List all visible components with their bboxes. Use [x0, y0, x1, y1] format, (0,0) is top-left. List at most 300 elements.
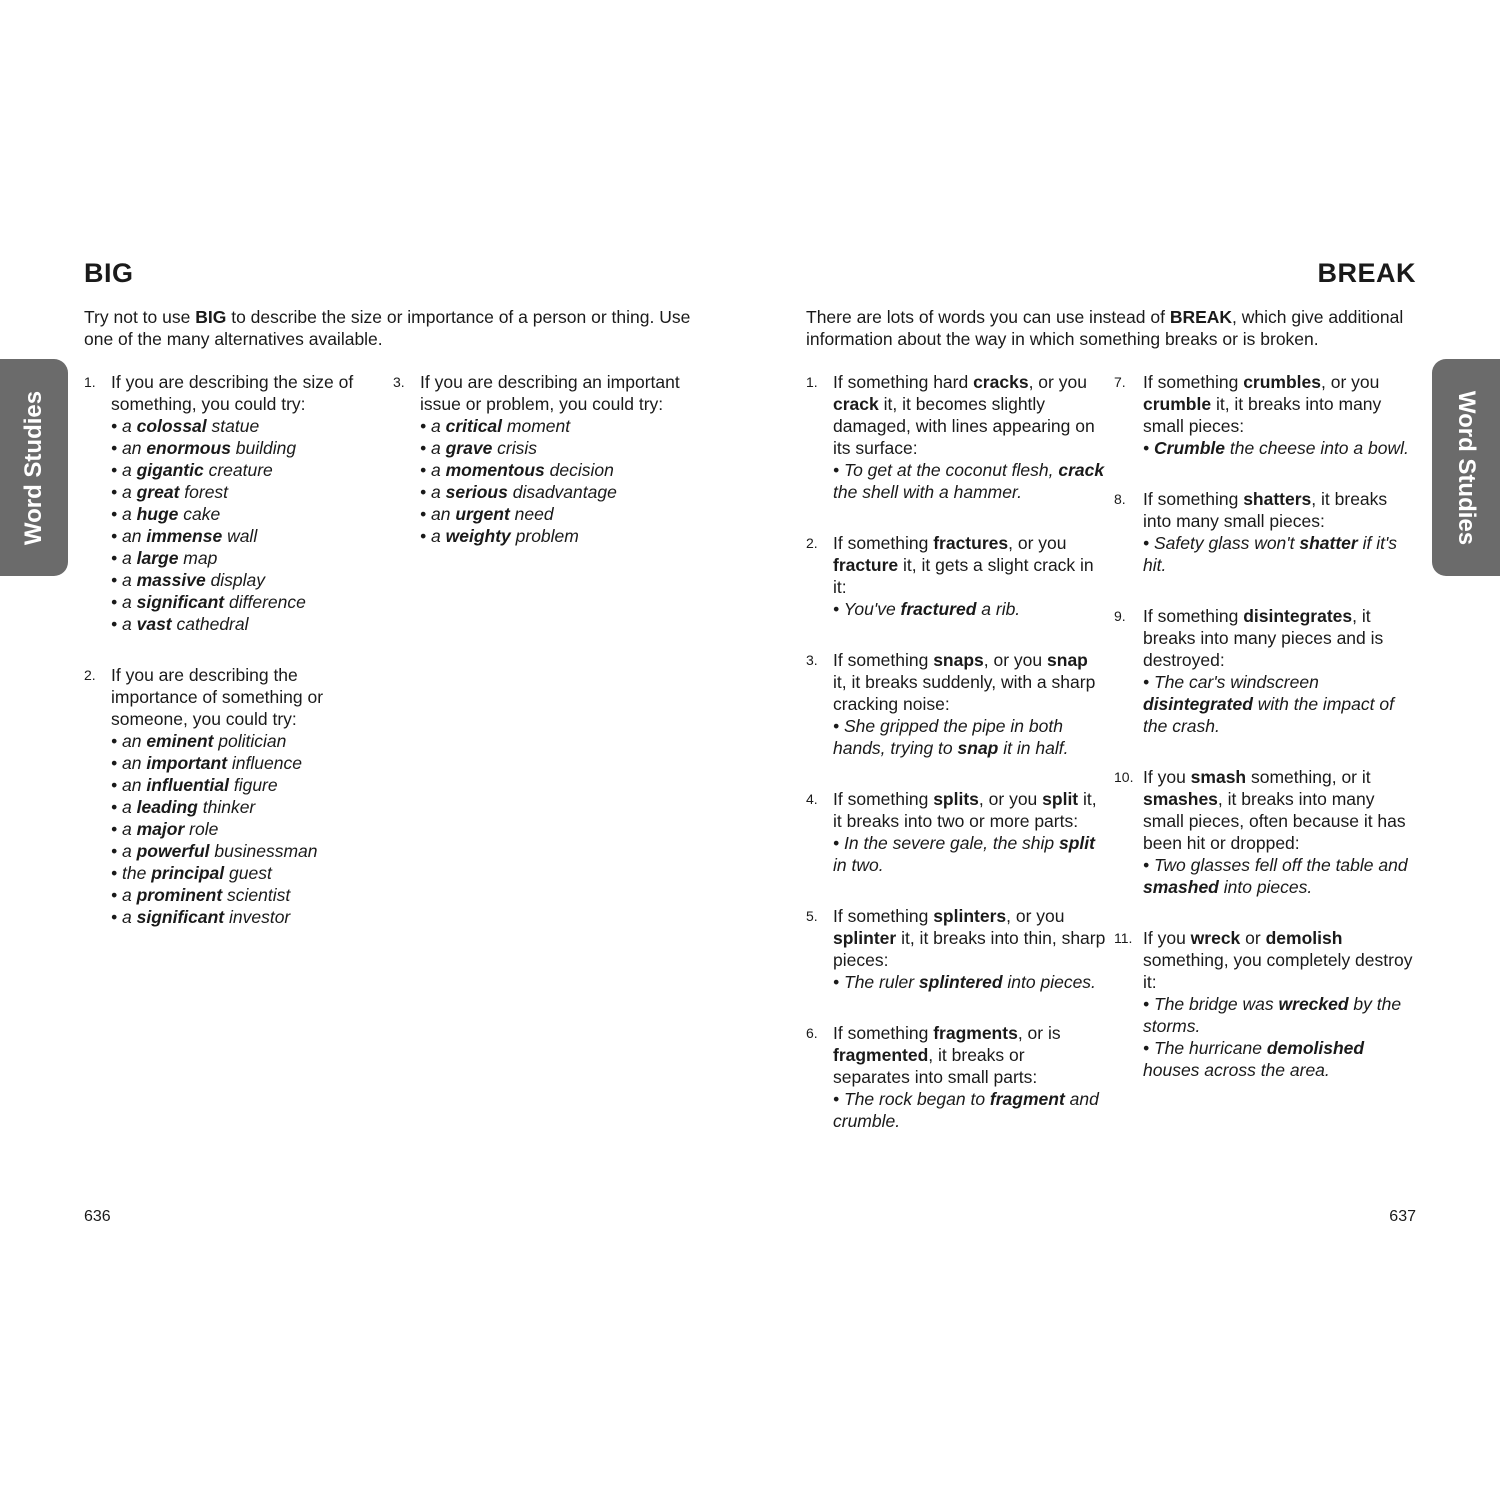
- example-text: wall: [222, 526, 258, 546]
- item-body: [420, 371, 703, 547]
- example-text: display: [205, 570, 266, 590]
- keyword: fragment: [989, 1089, 1065, 1109]
- column: [806, 371, 1106, 1161]
- example-text: Safety glass won't: [1154, 533, 1300, 553]
- bullet: •: [833, 716, 844, 736]
- keyword: grave: [445, 438, 493, 458]
- example-text: a: [431, 526, 446, 546]
- example-phrase: [111, 437, 364, 459]
- example-sentence: [833, 459, 1106, 503]
- example-text: an: [431, 504, 456, 524]
- item-definition: [833, 905, 1106, 971]
- example-phrase: [111, 840, 364, 862]
- definition-text: it, it gets a slight crack in it:: [833, 555, 1094, 597]
- example-sentence: [1143, 671, 1414, 737]
- section-tab-right: [1432, 359, 1500, 576]
- example-sentence: [1143, 993, 1414, 1037]
- bullet: •: [420, 504, 431, 524]
- definition-text: , it breaks into many small pieces:: [1143, 489, 1388, 531]
- bullet: •: [1143, 994, 1154, 1014]
- example-text: cathedral: [171, 614, 249, 634]
- example-text: an: [122, 526, 147, 546]
- keyword: demolish: [1265, 928, 1343, 948]
- keyword: serious: [445, 482, 508, 502]
- keyword: crumbles: [1243, 372, 1322, 392]
- bullet: •: [1143, 855, 1154, 875]
- keyword: enormous: [146, 438, 231, 458]
- bullet: •: [1143, 1038, 1154, 1058]
- item-text: If you are describing an important issue or problem, you could try:: [420, 372, 680, 414]
- item-definition: [1143, 927, 1414, 993]
- example-phrase: [111, 415, 364, 437]
- definition-text: If you: [1143, 928, 1191, 948]
- definition-text: , or you: [1008, 533, 1067, 553]
- keyword: great: [136, 482, 180, 502]
- definition-text: If something: [1143, 372, 1244, 392]
- item-definition: [1143, 488, 1414, 532]
- page-number: 636: [84, 1208, 111, 1225]
- example-phrase: [420, 525, 703, 547]
- example-text: a: [122, 819, 137, 839]
- keyword: influential: [146, 775, 229, 795]
- definition-text: something, or it: [1246, 767, 1371, 787]
- keyword: principal: [151, 863, 225, 883]
- example-sentence: [833, 971, 1106, 993]
- bullet: •: [111, 416, 122, 436]
- keyword: immense: [146, 526, 223, 546]
- list-item: [806, 649, 1106, 759]
- definition-text: If something: [1143, 489, 1244, 509]
- keyword: shatters: [1243, 489, 1312, 509]
- example-phrase: [420, 481, 703, 503]
- definition-text: , or you: [1321, 372, 1380, 392]
- keyword: split: [1042, 789, 1079, 809]
- example-text: The bridge was: [1154, 994, 1279, 1014]
- example-text: a: [122, 797, 137, 817]
- example-text: a: [431, 482, 446, 502]
- item-definition: [833, 371, 1106, 459]
- item-body: [833, 371, 1106, 503]
- example-phrase: [111, 862, 364, 884]
- list-item: [806, 788, 1106, 876]
- bullet: •: [111, 614, 122, 634]
- example-sentence: [833, 598, 1106, 620]
- example-phrase: [420, 503, 703, 525]
- example-text: a: [122, 548, 137, 568]
- item-definition: [833, 1022, 1106, 1088]
- example-text: politician: [213, 731, 287, 751]
- bullet: •: [833, 599, 844, 619]
- item-body: [833, 788, 1106, 876]
- example-text: In the severe gale, the ship: [844, 833, 1059, 853]
- section-tab-left: [0, 359, 68, 576]
- item-body: [833, 532, 1106, 620]
- bullet: •: [833, 972, 844, 992]
- example-text: thinker: [197, 797, 256, 817]
- keyword: large: [136, 548, 179, 568]
- entry-heading: BIG: [84, 258, 134, 288]
- definition-text: , or you: [978, 789, 1043, 809]
- item-number: 6.: [806, 1025, 818, 1041]
- bullet: •: [111, 438, 122, 458]
- keyword: splintered: [918, 972, 1003, 992]
- example-text: the: [122, 863, 152, 883]
- item-number: 2.: [806, 535, 818, 551]
- example-phrase: [111, 481, 364, 503]
- item-body: [1143, 766, 1414, 898]
- keyword: smashed: [1143, 877, 1219, 897]
- definition-text: , or is: [1017, 1023, 1061, 1043]
- list-item: [806, 1022, 1106, 1132]
- example-text: building: [230, 438, 297, 458]
- bullet: •: [833, 460, 844, 480]
- keyword: powerful: [136, 841, 210, 861]
- definition-text: something, you completely destroy it:: [1143, 950, 1413, 992]
- item-number: 8.: [1114, 491, 1126, 507]
- bullet: •: [111, 526, 122, 546]
- definition-text: it, it becomes slightly damaged, with lines appearing on its surface:: [833, 394, 1095, 458]
- definition-text: , it breaks into many small pieces, often because it has been hit or dropped:: [1143, 789, 1406, 853]
- item-number: 1.: [84, 374, 96, 390]
- example-text: an: [122, 731, 147, 751]
- example-text: with the impact of the crash.: [1143, 694, 1394, 736]
- bullet: •: [111, 907, 122, 927]
- example-text: map: [178, 548, 218, 568]
- example-text: the shell with a hammer.: [833, 482, 1023, 502]
- example-phrase: [111, 503, 364, 525]
- keyword: momentous: [445, 460, 545, 480]
- example-text: the cheese into a bowl.: [1224, 438, 1409, 458]
- keyword: colossal: [136, 416, 207, 436]
- example-phrase: [111, 730, 364, 752]
- example-sentence: [1143, 854, 1414, 898]
- bullet: •: [420, 416, 431, 436]
- example-text: creature: [203, 460, 273, 480]
- bullet: •: [111, 482, 122, 502]
- definition-text: or: [1240, 928, 1266, 948]
- keyword: important: [146, 753, 228, 773]
- example-sentence: [833, 832, 1106, 876]
- bullet: •: [420, 526, 431, 546]
- keyword: significant: [136, 907, 225, 927]
- example-text: a: [122, 592, 137, 612]
- definition-text: , it breaks into many pieces and is destroyed:: [1143, 606, 1384, 670]
- item-definition: [1143, 605, 1414, 671]
- example-text: a: [431, 416, 446, 436]
- list-item: [806, 905, 1106, 993]
- example-text: forest: [179, 482, 229, 502]
- example-phrase: [111, 774, 364, 796]
- keyword: crack: [1058, 460, 1105, 480]
- example-text: an: [122, 438, 147, 458]
- list-item: [806, 532, 1106, 620]
- definition-text: , or you: [983, 650, 1048, 670]
- item-number: 3.: [393, 374, 405, 390]
- definition-text: If something: [1143, 606, 1244, 626]
- bullet: •: [111, 548, 122, 568]
- example-text: a: [122, 614, 137, 634]
- example-text: a: [122, 482, 137, 502]
- list-item: [84, 664, 364, 928]
- keyword: fragments: [933, 1023, 1018, 1043]
- definition-text: If you: [1143, 767, 1191, 787]
- entry-intro: There are lots of words you can use instead of BREAK, which give additional information about the way in which something breaks or is broken.: [806, 307, 1404, 349]
- keyword: crumble: [1143, 394, 1212, 414]
- example-phrase: [111, 547, 364, 569]
- bullet: •: [420, 482, 431, 502]
- bullet: •: [1143, 672, 1154, 692]
- example-phrase: [111, 569, 364, 591]
- example-text: a rib.: [976, 599, 1021, 619]
- example-text: The car's windscreen: [1154, 672, 1319, 692]
- example-sentence: [833, 1088, 1106, 1132]
- bullet: •: [420, 460, 431, 480]
- entry-heading: BREAK: [1317, 258, 1416, 288]
- example-sentence: [1143, 532, 1414, 576]
- example-text: The ruler: [844, 972, 919, 992]
- list-item: [1114, 766, 1414, 898]
- keyword: cracks: [973, 372, 1029, 392]
- list-item: [806, 371, 1106, 503]
- example-text: a: [122, 841, 137, 861]
- keyword: gigantic: [136, 460, 204, 480]
- definition-text: If something: [833, 650, 934, 670]
- keyword: disintegrates: [1243, 606, 1353, 626]
- example-text: The rock began to: [844, 1089, 990, 1109]
- keyword: massive: [136, 570, 206, 590]
- example-sentence: [1143, 437, 1414, 459]
- list-item: [1114, 488, 1414, 576]
- example-sentence: [833, 715, 1106, 759]
- definition-text: it, it breaks into two or more parts:: [833, 789, 1097, 831]
- example-text: an: [122, 775, 147, 795]
- definition-text: it, it breaks into thin, sharp pieces:: [833, 928, 1106, 970]
- list-item: [1114, 605, 1414, 737]
- keyword: split: [1059, 833, 1095, 853]
- bullet: •: [111, 841, 122, 861]
- example-text: need: [509, 504, 554, 524]
- bullet: •: [111, 885, 122, 905]
- example-text: houses across the area.: [1143, 1060, 1330, 1080]
- keyword: snaps: [933, 650, 984, 670]
- bullet: •: [111, 819, 122, 839]
- example-text: into pieces.: [1218, 877, 1313, 897]
- bullet: •: [111, 592, 122, 612]
- example-text: guest: [224, 863, 272, 883]
- example-text: Two glasses fell off the table and: [1154, 855, 1408, 875]
- example-text: a: [122, 504, 137, 524]
- example-text: and crumble.: [833, 1089, 1099, 1131]
- example-text: a: [122, 460, 137, 480]
- definition-text: , it breaks or separates into small parts:: [833, 1045, 1038, 1087]
- item-number: 3.: [806, 652, 818, 668]
- entry-intro: Try not to use BIG to describe the size or importance of a person or thing. Use one of the many alternatives available.: [84, 307, 691, 349]
- bullet: •: [833, 1089, 844, 1109]
- bullet: •: [111, 570, 122, 590]
- keyword: disintegrated: [1143, 694, 1253, 714]
- example-text: a: [122, 570, 137, 590]
- bullet: •: [420, 438, 431, 458]
- example-text: into pieces.: [1002, 972, 1096, 992]
- example-text: problem: [510, 526, 579, 546]
- example-phrase: [111, 818, 364, 840]
- list-item: [1114, 927, 1414, 1081]
- item-body: [833, 905, 1106, 993]
- example-text: a: [431, 438, 446, 458]
- keyword: major: [136, 819, 185, 839]
- keyword: huge: [136, 504, 179, 524]
- item-text: If you are describing the importance of something or someone, you could try:: [111, 665, 324, 729]
- example-text: She gripped the pipe in both hands, trying to: [833, 716, 1063, 758]
- example-text: influence: [227, 753, 302, 773]
- example-text: The hurricane: [1154, 1038, 1267, 1058]
- keyword: shatter: [1299, 533, 1358, 553]
- example-text: a: [431, 460, 446, 480]
- example-text: disadvantage: [507, 482, 617, 502]
- item-number: 11.: [1114, 930, 1133, 946]
- keyword: significant: [136, 592, 225, 612]
- keyword: fractured: [900, 599, 977, 619]
- keyword: critical: [445, 416, 503, 436]
- item-body: [111, 664, 364, 928]
- example-text: by the storms.: [1143, 994, 1402, 1036]
- keyword: fracture: [833, 555, 899, 575]
- example-phrase: [111, 884, 364, 906]
- example-phrase: [111, 906, 364, 928]
- section-tab-label: Word Studies: [1453, 390, 1480, 545]
- example-text: in two.: [833, 855, 884, 875]
- keyword: snap: [1047, 650, 1088, 670]
- example-text: a: [122, 885, 137, 905]
- keyword: smash: [1190, 767, 1247, 787]
- list-item: [393, 371, 703, 547]
- definition-text: If something: [833, 1023, 934, 1043]
- example-text: if it's hit.: [1143, 533, 1398, 575]
- example-text: cake: [178, 504, 221, 524]
- example-phrase: [420, 437, 703, 459]
- bullet: •: [1143, 438, 1154, 458]
- keyword: splits: [933, 789, 979, 809]
- example-text: moment: [502, 416, 571, 436]
- keyword: fragmented: [833, 1045, 929, 1065]
- keyword: smashes: [1143, 789, 1218, 809]
- keyword: demolished: [1266, 1038, 1365, 1058]
- bullet: •: [111, 504, 122, 524]
- section-tab-label: Word Studies: [20, 390, 47, 545]
- keyword: splinter: [833, 928, 897, 948]
- example-phrase: [111, 796, 364, 818]
- example-text: statue: [206, 416, 260, 436]
- bullet: •: [111, 460, 122, 480]
- keyword: crack: [833, 394, 879, 414]
- example-text: an: [122, 753, 147, 773]
- item-number: 4.: [806, 791, 818, 807]
- item-definition: [1143, 371, 1414, 437]
- example-text: scientist: [222, 885, 291, 905]
- item-body: [1143, 927, 1414, 1081]
- item-definition: [1143, 766, 1414, 854]
- keyword: urgent: [455, 504, 510, 524]
- keyword: wreck: [1190, 928, 1241, 948]
- item-number: 7.: [1114, 374, 1126, 390]
- column: [84, 371, 364, 957]
- definition-text: it, it breaks into many small pieces:: [1143, 394, 1382, 436]
- example-phrase: [420, 415, 703, 437]
- example-text: figure: [228, 775, 278, 795]
- item-number: 5.: [806, 908, 818, 924]
- item-body: [1143, 488, 1414, 576]
- example-text: You've: [843, 599, 901, 619]
- item-number: 9.: [1114, 608, 1126, 624]
- keyword: leading: [136, 797, 198, 817]
- definition-text: If something hard: [833, 372, 974, 392]
- list-item: [1114, 371, 1414, 459]
- keyword: eminent: [146, 731, 214, 751]
- example-text: difference: [224, 592, 306, 612]
- example-text: To get at the coconut flesh,: [844, 460, 1059, 480]
- example-text: it in half.: [998, 738, 1069, 758]
- keyword: fractures: [933, 533, 1009, 553]
- item-number: 1.: [806, 374, 818, 390]
- column: [393, 371, 703, 576]
- example-sentence: [1143, 1037, 1414, 1081]
- definition-text: , or you: [1006, 906, 1065, 926]
- page-number: 637: [1389, 1208, 1416, 1225]
- item-number: 2.: [84, 667, 96, 683]
- definition-text: it, it breaks suddenly, with a sharp cracking noise:: [833, 672, 1096, 714]
- bullet: •: [111, 797, 122, 817]
- bullet: •: [111, 753, 122, 773]
- item-body: [833, 649, 1106, 759]
- keyword: splinters: [933, 906, 1007, 926]
- list-item: [84, 371, 364, 635]
- example-phrase: [111, 525, 364, 547]
- example-phrase: [111, 752, 364, 774]
- item-body: [1143, 605, 1414, 737]
- keyword: wrecked: [1278, 994, 1349, 1014]
- bullet: •: [111, 863, 122, 883]
- keyword: prominent: [136, 885, 223, 905]
- item-definition: [833, 788, 1106, 832]
- example-text: a: [122, 907, 137, 927]
- example-phrase: [420, 459, 703, 481]
- item-definition: [833, 532, 1106, 598]
- item-body: [1143, 371, 1414, 459]
- right-page: [750, 0, 1500, 1500]
- example-text: role: [184, 819, 219, 839]
- item-text: If you are describing the size of something, you could try:: [111, 372, 354, 414]
- example-phrase: [111, 613, 364, 635]
- example-text: investor: [224, 907, 291, 927]
- bullet: •: [111, 775, 122, 795]
- example-phrase: [111, 591, 364, 613]
- bullet: •: [111, 731, 122, 751]
- item-number: 10.: [1114, 769, 1134, 785]
- bullet: •: [833, 833, 844, 853]
- definition-text: If something: [833, 533, 934, 553]
- definition-text: If something: [833, 906, 934, 926]
- column: [1114, 371, 1414, 1110]
- example-text: businessman: [209, 841, 318, 861]
- item-body: [833, 1022, 1106, 1132]
- example-phrase: [111, 459, 364, 481]
- bullet: •: [1143, 533, 1154, 553]
- example-text: a: [122, 416, 137, 436]
- definition-text: , or you: [1028, 372, 1087, 392]
- definition-text: If something: [833, 789, 934, 809]
- keyword: Crumble: [1154, 438, 1225, 458]
- item-definition: [833, 649, 1106, 715]
